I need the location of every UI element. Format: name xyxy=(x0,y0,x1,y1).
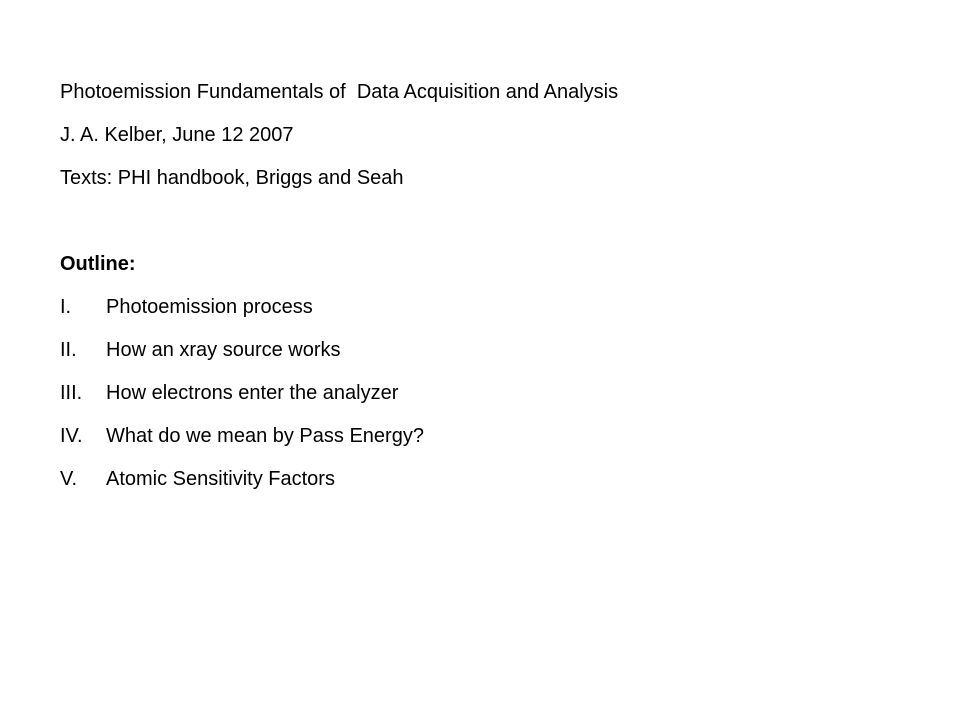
outline-item-text: How an xray source works xyxy=(106,339,341,361)
outline-item-number: I. xyxy=(60,296,72,318)
outline-item-number: III. xyxy=(60,382,83,404)
texts-line: Texts: PHI handbook, Briggs and Seah xyxy=(60,167,404,189)
outline-item-text: Photoemission process xyxy=(106,296,313,318)
outline-item xyxy=(60,424,424,448)
author-line: J. A. Kelber, June 12 2007 xyxy=(60,124,294,146)
outline-item-number: II. xyxy=(60,339,77,361)
outline-item-text: Atomic Sensitivity Factors xyxy=(106,468,335,490)
outline-item xyxy=(60,467,335,491)
outline-item xyxy=(60,338,341,362)
outline-heading: Outline: xyxy=(60,253,136,275)
outline-item xyxy=(60,295,313,319)
outline-item-number: IV. xyxy=(60,425,83,447)
slide-title: Photoemission Fundamentals of Data Acquisition and Analysis xyxy=(60,81,619,103)
outline-item xyxy=(60,381,398,405)
outline-item-number: V. xyxy=(60,468,78,490)
outline-item-text: How electrons enter the analyzer xyxy=(106,382,399,404)
outline-item-text: What do we mean by Pass Energy? xyxy=(106,425,424,447)
